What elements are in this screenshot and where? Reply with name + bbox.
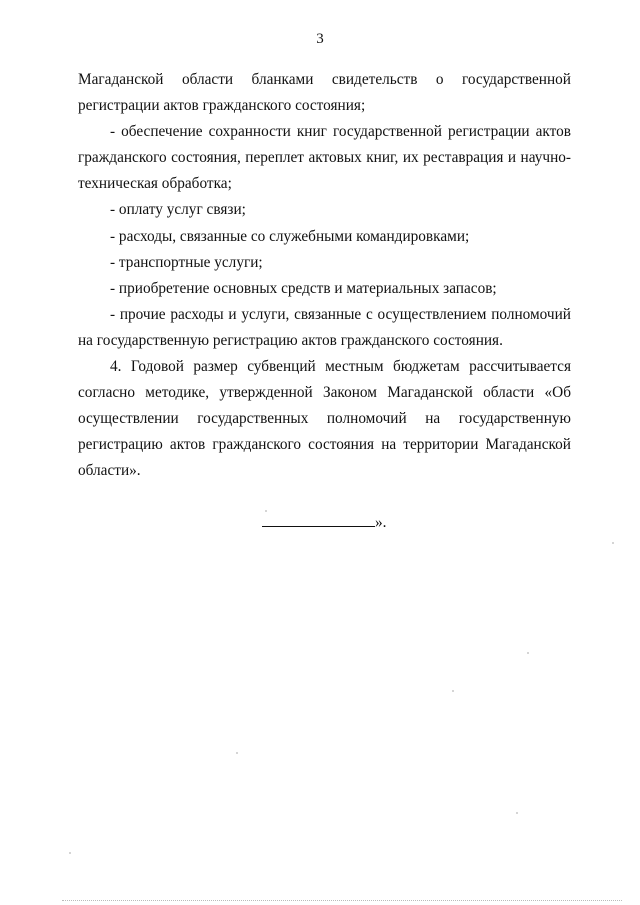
paragraph-communication: - оплату услуг связи; xyxy=(110,201,246,219)
scan-speck xyxy=(516,812,518,814)
footer-dotted-line xyxy=(62,900,622,901)
closing-quote: ». xyxy=(375,514,387,531)
page-number: 3 xyxy=(316,31,324,47)
paragraph-fixed-assets: - приобретение основных средств и материальных запасов; xyxy=(110,279,497,297)
scan-speck xyxy=(612,542,614,544)
document-body xyxy=(78,67,571,485)
scan-speck xyxy=(236,752,238,754)
closing-mark xyxy=(262,512,386,533)
paragraph-other-expenses: - прочие расходы и услуги, связанные с осуществлением полномочий на государственную регистрацию актов гражданского состояния. xyxy=(78,305,571,349)
scan-speck xyxy=(527,652,529,654)
scan-speck xyxy=(452,690,454,692)
paragraph-books-preservation: - обеспечение сохранности книг государственной регистрации актов гражданского состояния, переплет актовых книг, их реставрация и научно-техническая обработка; xyxy=(78,123,571,193)
scan-speck xyxy=(265,510,267,512)
scan-speck xyxy=(69,852,71,854)
paragraph-continuation: Магаданской области бланками свидетельств о государственной регистрации актов гражданского состояния; xyxy=(78,71,571,115)
paragraph-business-trips: - расходы, связанные со служебными командировками; xyxy=(110,227,470,245)
closing-underline xyxy=(262,512,375,527)
paragraph-transport: - транспортные услуги; xyxy=(110,253,263,271)
paragraph-item-4: 4. Годовой размер субвенций местным бюджетам рассчитывается согласно методике, утвержденной Законом Магаданской области «Об осуществлении государственных полномочий на государственную регистрацию актов гражданского состояния на территории Магаданской области». xyxy=(78,358,571,480)
